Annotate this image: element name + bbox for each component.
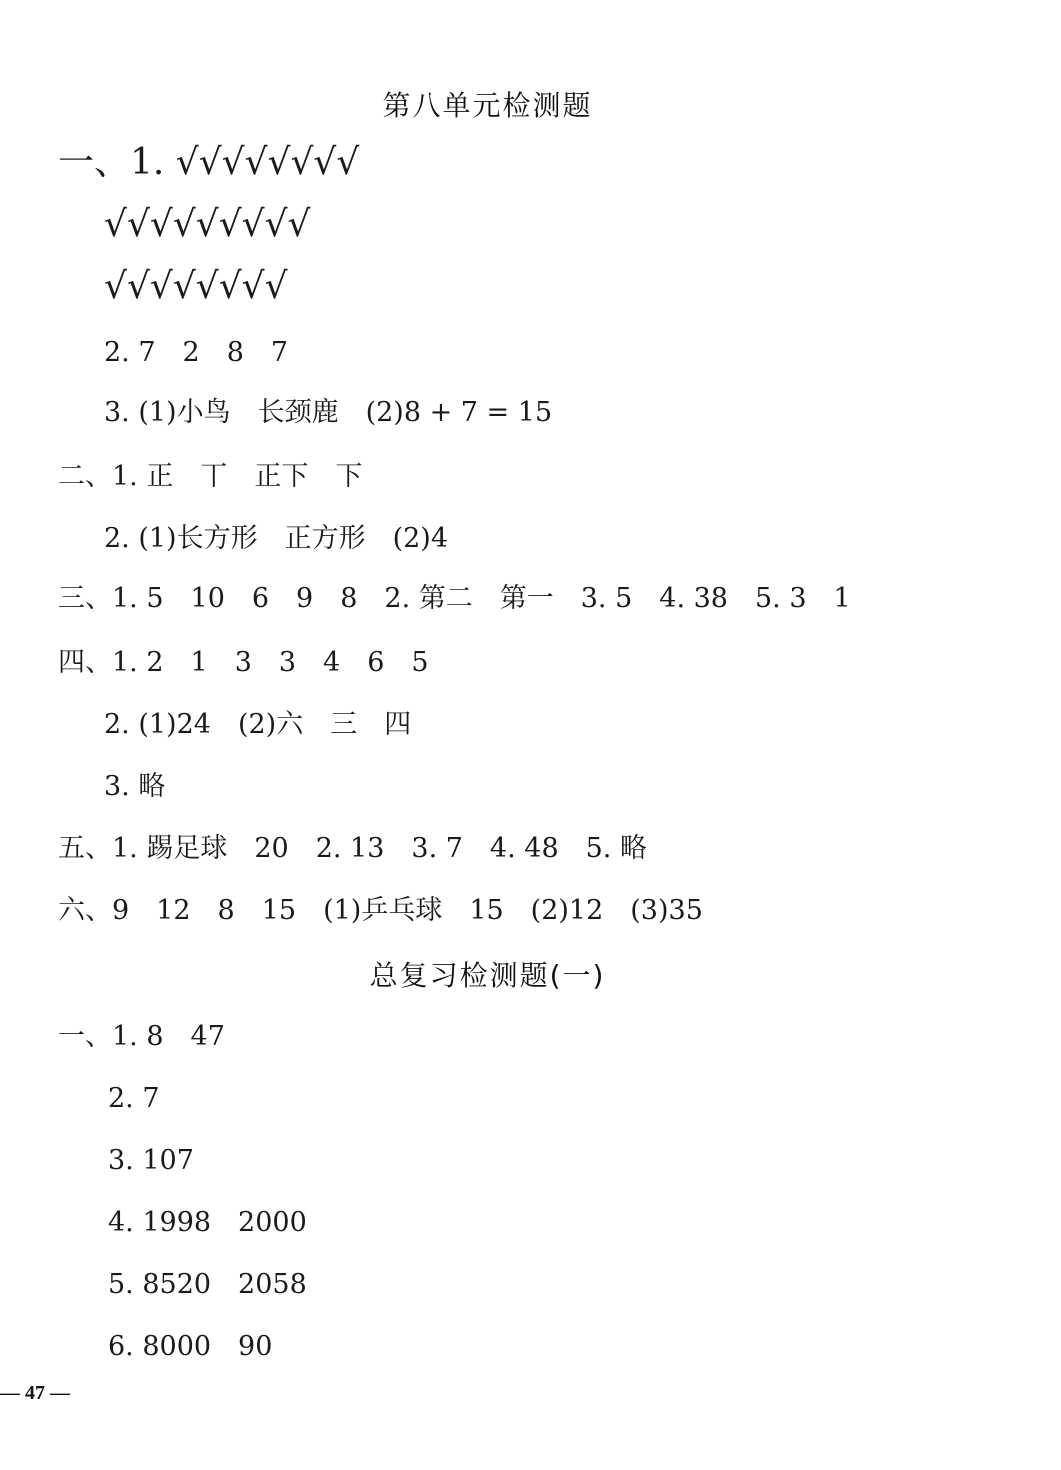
answer-line: 6. 8000 90 bbox=[108, 1331, 273, 1362]
answer-line: 三、1. 5 10 6 9 8 2. 第二 第一 3. 5 4. 38 5. 3 1 bbox=[58, 583, 851, 614]
answer-line: 3. 107 bbox=[108, 1145, 194, 1176]
answer-line: 一、1. 8 47 bbox=[58, 1021, 225, 1052]
answer-line: 3. 略 bbox=[104, 771, 166, 802]
answer-line: 2. 7 2 8 7 bbox=[104, 337, 289, 368]
answer-line: 一、1. √√√√√√√√ bbox=[58, 142, 360, 183]
answer-line: 五、1. 踢足球 20 2. 13 3. 7 4. 48 5. 略 bbox=[58, 833, 647, 864]
answer-line: 4. 1998 2000 bbox=[108, 1207, 307, 1238]
section-title-unit8: 第八单元检测题 bbox=[382, 89, 593, 122]
answer-line: 四、1. 2 1 3 3 4 6 5 bbox=[58, 647, 429, 678]
answer-line: 六、9 12 8 15 (1)乒乓球 15 (2)12 (3)35 bbox=[58, 895, 703, 926]
answer-line: 2. (1)24 (2)六 三 四 bbox=[104, 709, 412, 740]
answer-line: √√√√√√√√ bbox=[104, 266, 288, 307]
answer-line: 2. (1)长方形 正方形 (2)4 bbox=[104, 523, 449, 554]
answer-line: 5. 8520 2058 bbox=[108, 1269, 307, 1300]
answer-line: √√√√√√√√√ bbox=[104, 204, 311, 245]
answer-line: 3. (1)小鸟 长颈鹿 (2)8 + 7 = 15 bbox=[104, 397, 553, 428]
page-number: — 47 — bbox=[0, 1382, 70, 1404]
answer-line: 二、1. 正 丅 正下 下 bbox=[58, 461, 363, 492]
section-title-review1: 总复习检测题(一) bbox=[369, 959, 606, 992]
answer-line: 2. 7 bbox=[108, 1083, 160, 1114]
